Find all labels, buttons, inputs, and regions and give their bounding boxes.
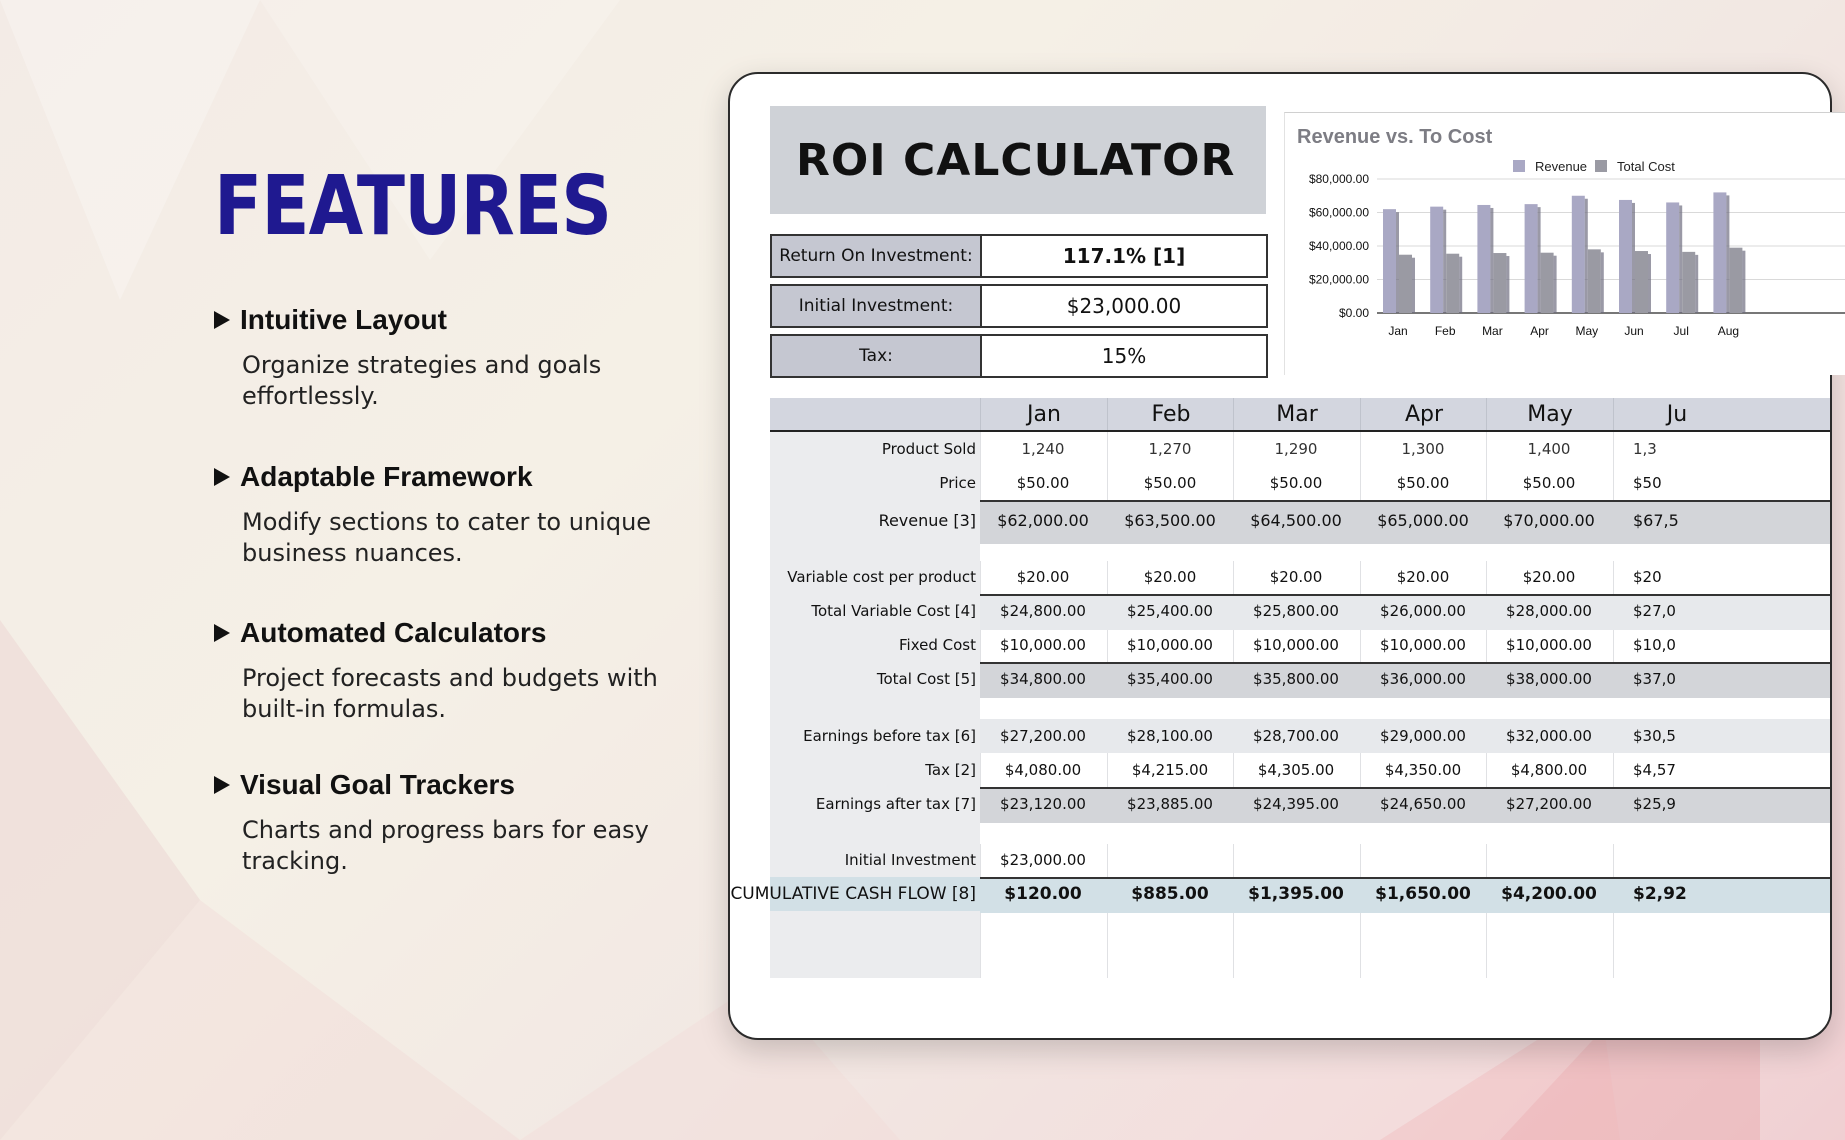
table-row [770, 500, 1830, 542]
table-cell[interactable]: $50.00 [1016, 474, 1070, 492]
feature-description: Modify sections to cater to unique business nuances. [242, 508, 652, 567]
roi-label: Return On Investment: [772, 236, 982, 276]
table-cell[interactable]: 1,240 [1021, 440, 1065, 458]
triangle-bullet-icon [214, 624, 230, 642]
table-cell[interactable]: $1,395.00 [1248, 884, 1344, 904]
table-cell[interactable]: $65,000.00 [1377, 511, 1469, 530]
table-cell[interactable]: $1,650.00 [1375, 884, 1471, 904]
table-cell[interactable]: $4,215.00 [1131, 761, 1209, 779]
table-cell[interactable]: $20.00 [1522, 568, 1576, 586]
bar-total-cost-jan [1399, 255, 1412, 313]
table-cell[interactable] [1613, 843, 1759, 877]
table-cell[interactable]: $28,100.00 [1127, 727, 1213, 745]
table-cell[interactable]: $4,350.00 [1384, 761, 1462, 779]
table-cell[interactable]: $20.00 [1396, 568, 1450, 586]
bar-revenue-mar [1477, 205, 1490, 313]
x-tick-label-feb: Feb [1434, 324, 1456, 338]
month-header-0[interactable]: Jan [980, 398, 1107, 430]
bar-side-shade [1648, 254, 1651, 313]
table-cell[interactable]: $28,700.00 [1253, 727, 1339, 745]
y-tick-label: $60,000.00 [1308, 205, 1369, 220]
row-label: Price [939, 474, 976, 492]
bar-side-shade [1443, 210, 1446, 313]
table-cell[interactable]: $2,92 [1633, 884, 1687, 904]
bar-total-cost-mar [1493, 253, 1506, 313]
triangle-bullet-icon [214, 776, 230, 794]
table-cell[interactable]: $10,0 [1633, 636, 1676, 654]
table-cell[interactable]: 1,270 [1148, 440, 1192, 458]
bar-side-shade [1726, 195, 1729, 313]
revenue-cost-chart [1285, 113, 1845, 375]
feature-adaptable-framework [214, 461, 684, 569]
month-header-1[interactable]: Feb [1107, 398, 1234, 430]
bar-side-shade [1459, 257, 1462, 313]
tax-row [770, 334, 1268, 378]
table-cell[interactable]: $10,000.00 [1127, 636, 1213, 654]
table-row [770, 662, 1830, 696]
table-cell[interactable]: $38,000.00 [1506, 670, 1592, 688]
table-cell[interactable]: $24,395.00 [1253, 795, 1339, 813]
table-row [770, 560, 1830, 594]
table-cell[interactable]: $29,000.00 [1380, 727, 1466, 745]
bar-total-cost-jun [1635, 251, 1648, 313]
x-tick-label-aug: Aug [1717, 324, 1740, 338]
table-cell[interactable] [1233, 843, 1359, 877]
initial-investment-label: Initial Investment: [772, 286, 982, 326]
table-row [770, 787, 1830, 821]
features-heading: FEATURES [214, 159, 612, 254]
table-row [730, 877, 1830, 911]
x-tick-label-mar: Mar [1482, 324, 1503, 338]
triangle-bullet-icon [214, 468, 230, 486]
legend-swatch-total-cost [1595, 160, 1607, 172]
y-tick-label: $80,000.00 [1308, 172, 1369, 186]
table-cell[interactable]: $4,200.00 [1501, 884, 1597, 904]
table-cell[interactable]: 1,300 [1401, 440, 1445, 458]
table-cell[interactable]: $37,0 [1633, 670, 1676, 688]
bar-revenue-aug [1713, 192, 1726, 313]
bar-revenue-jul [1666, 202, 1679, 313]
table-cell[interactable] [1107, 843, 1233, 877]
table-cell[interactable]: $20.00 [1143, 568, 1197, 586]
table-cell[interactable]: $70,000.00 [1503, 511, 1595, 530]
table-cell[interactable]: $20.00 [1269, 568, 1323, 586]
table-cell[interactable]: $35,400.00 [1127, 670, 1213, 688]
roi-title: ROI CALCULATOR [796, 134, 1236, 186]
roi-header [770, 106, 1266, 214]
initial-investment-value[interactable]: $23,000.00 [1066, 294, 1182, 318]
feature-title: Adaptable Framework [240, 461, 533, 492]
y-tick-label: $0.00 [1338, 306, 1369, 320]
bar-side-shade [1679, 205, 1682, 313]
table-cell[interactable]: $4,305.00 [1257, 761, 1335, 779]
table-row [770, 628, 1830, 662]
bar-side-shade [1396, 212, 1399, 313]
bar-side-shade [1412, 258, 1415, 313]
bar-side-shade [1695, 255, 1698, 313]
bar-side-shade [1506, 256, 1509, 313]
table-cell[interactable]: $27,0 [1633, 602, 1676, 620]
table-cell[interactable]: 1,3 [1633, 440, 1657, 458]
table-cell[interactable]: $23,000.00 [1000, 851, 1086, 869]
roi-value[interactable]: 117.1% [1] [1062, 244, 1186, 268]
feature-title: Intuitive Layout [240, 304, 447, 335]
row-label: Product Sold [881, 440, 976, 458]
chart-title: Revenue vs. To Cost [1297, 126, 1493, 148]
table-cell[interactable]: $32,000.00 [1506, 727, 1592, 745]
triangle-bullet-icon [214, 311, 230, 329]
table-cell[interactable]: $64,500.00 [1250, 511, 1342, 530]
table-cell[interactable]: $30,5 [1633, 727, 1676, 745]
spacer-row [980, 696, 1830, 720]
table-row [770, 594, 1830, 628]
month-header-3[interactable]: Apr [1360, 398, 1487, 430]
row-label: Fixed Cost [899, 636, 976, 654]
table-cell[interactable]: $50.00 [1522, 474, 1576, 492]
feature-description: Organize strategies and goals effortlessly. [242, 351, 602, 410]
legend-label: Total Cost [1617, 159, 1675, 174]
legend-label: Revenue [1535, 159, 1588, 174]
table-cell[interactable]: $67,5 [1633, 511, 1679, 530]
bar-side-shade [1585, 199, 1588, 313]
bar-side-shade [1601, 252, 1604, 313]
row-label: Initial Investment [844, 851, 976, 869]
table-cell[interactable]: $10,000.00 [1506, 636, 1592, 654]
table-row [770, 466, 1830, 500]
spreadsheet-screen [730, 106, 1830, 1006]
table-row [770, 719, 1830, 753]
table-cell[interactable]: $10,000.00 [1000, 636, 1086, 654]
feature-description: Project forecasts and budgets with built-in formulas. [242, 664, 658, 723]
table-row [770, 753, 1830, 787]
x-tick-label-apr: Apr [1530, 324, 1549, 338]
table-cell[interactable]: $35,800.00 [1253, 670, 1339, 688]
x-tick-label-jul: Jul [1673, 324, 1689, 338]
table-cell[interactable]: $25,800.00 [1253, 602, 1339, 620]
bar-total-cost-may [1588, 249, 1601, 313]
table-cell[interactable]: $26,000.00 [1380, 602, 1466, 620]
bar-side-shade [1742, 251, 1745, 313]
table-header-row [770, 398, 1830, 432]
x-tick-label-may: May [1575, 324, 1599, 338]
bar-total-cost-aug [1729, 248, 1742, 313]
month-header-5[interactable]: Ju [1613, 398, 1740, 430]
x-tick-label-jun: Jun [1624, 324, 1644, 338]
initial-investment-row [770, 284, 1268, 328]
bar-revenue-jun [1619, 200, 1632, 313]
feature-description: Charts and progress bars for easy tracking. [242, 816, 649, 875]
table-cell[interactable] [1360, 843, 1486, 877]
table-cell[interactable]: $36,000.00 [1380, 670, 1466, 688]
tablet-frame [728, 72, 1832, 1040]
table-cell[interactable]: $50 [1633, 474, 1662, 492]
feature-intuitive-layout [214, 304, 684, 412]
table-cell[interactable]: $20.00 [1016, 568, 1070, 586]
table-cell[interactable]: $34,800.00 [1000, 670, 1086, 688]
revenue-cost-chart-panel [1284, 112, 1845, 375]
feature-title: Automated Calculators [240, 617, 547, 648]
row-label: Tax [2] [925, 761, 976, 779]
table-cell[interactable]: $24,650.00 [1380, 795, 1466, 813]
row-label: Variable cost per product [787, 568, 976, 586]
table-cell[interactable]: $120.00 [1004, 884, 1082, 904]
table-cell[interactable]: 1,290 [1274, 440, 1318, 458]
table-cell[interactable]: $10,000.00 [1253, 636, 1339, 654]
table-cell[interactable]: $50.00 [1143, 474, 1197, 492]
table-cell[interactable]: $23,120.00 [1000, 795, 1086, 813]
table-cell[interactable]: $4,57 [1633, 761, 1676, 779]
row-label: Revenue [3] [878, 511, 976, 530]
bar-revenue-feb [1430, 207, 1443, 313]
table-cell[interactable]: $25,9 [1633, 795, 1676, 813]
row-label: CUMULATIVE CASH FLOW [8] [730, 884, 976, 904]
table-row [770, 432, 1830, 466]
table-cell[interactable]: $62,000.00 [997, 511, 1089, 530]
legend-swatch-revenue [1513, 160, 1525, 172]
bar-side-shade [1632, 203, 1635, 313]
table-cell[interactable]: $28,000.00 [1506, 602, 1592, 620]
table-cell[interactable]: $50.00 [1269, 474, 1323, 492]
table-cell[interactable]: $885.00 [1131, 884, 1209, 904]
table-cell[interactable]: $25,400.00 [1127, 602, 1213, 620]
bar-side-shade [1538, 207, 1541, 313]
table-cell[interactable]: $50.00 [1396, 474, 1450, 492]
bar-revenue-jan [1383, 209, 1396, 313]
bar-total-cost-apr [1541, 253, 1554, 313]
table-cell[interactable] [1486, 843, 1612, 877]
row-label: Earnings before tax [6] [803, 727, 976, 745]
table-cell[interactable]: 1,400 [1527, 440, 1571, 458]
month-header-2[interactable]: Mar [1233, 398, 1360, 430]
bar-total-cost-feb [1446, 254, 1459, 313]
row-label: Total Variable Cost [4] [811, 602, 976, 620]
tax-value[interactable]: 15% [1101, 344, 1147, 368]
table-cell[interactable]: $20 [1633, 568, 1662, 586]
table-cell[interactable]: $24,800.00 [1000, 602, 1086, 620]
bar-revenue-may [1572, 196, 1585, 313]
table-cell[interactable]: $10,000.00 [1380, 636, 1466, 654]
bar-side-shade [1490, 208, 1493, 313]
table-cell[interactable]: $63,500.00 [1124, 511, 1216, 530]
bar-revenue-apr [1525, 204, 1538, 313]
roi-row [770, 234, 1268, 278]
table-cell[interactable]: $4,080.00 [1004, 761, 1082, 779]
table-row [770, 843, 1830, 877]
y-tick-label: $40,000.00 [1308, 239, 1369, 253]
y-tick-label: $20,000.00 [1308, 272, 1369, 287]
table-cell[interactable]: $27,200.00 [1506, 795, 1592, 813]
spacer-row [980, 542, 1830, 561]
row-label: Earnings after tax [7] [815, 795, 976, 813]
tax-label: Tax: [772, 336, 982, 376]
feature-title: Visual Goal Trackers [240, 769, 515, 800]
row-label: Total Cost [5] [876, 670, 976, 688]
month-header-4[interactable]: May [1486, 398, 1613, 430]
bar-side-shade [1554, 256, 1557, 313]
spacer-row [980, 821, 1830, 844]
feature-automated-calculators [214, 617, 684, 725]
feature-visual-goal-trackers [214, 769, 684, 877]
table-cell[interactable]: $4,800.00 [1510, 761, 1588, 779]
table-cell[interactable]: $23,885.00 [1127, 795, 1213, 813]
x-tick-label-jan: Jan [1388, 324, 1408, 338]
bar-total-cost-jul [1682, 252, 1695, 313]
table-cell[interactable]: $27,200.00 [1000, 727, 1086, 745]
